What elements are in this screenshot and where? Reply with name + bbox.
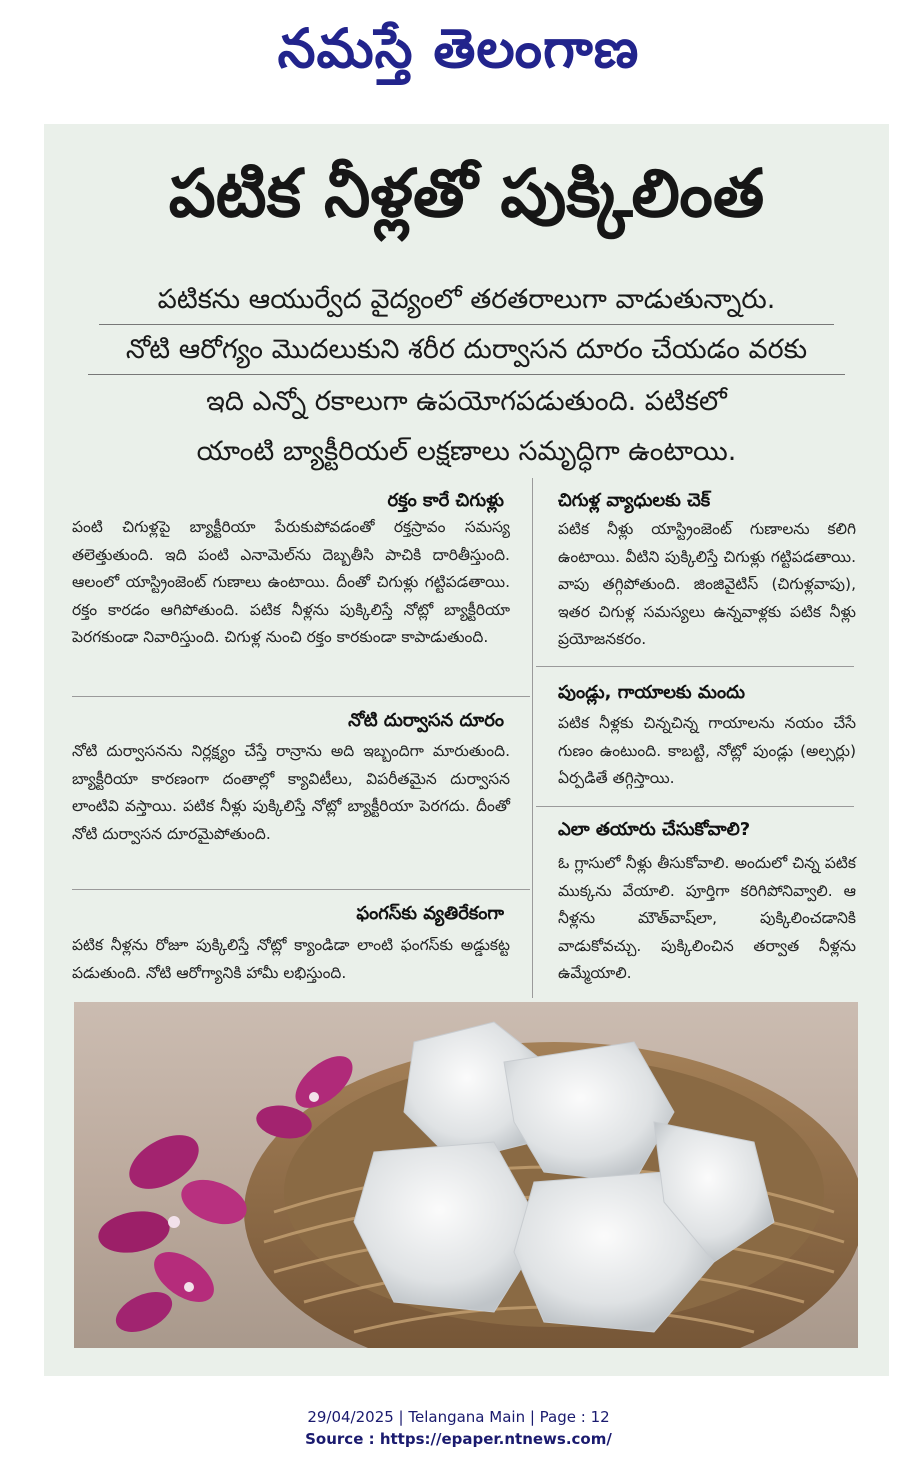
section-title-anti-fungal: ఫంగస్‌కు వ్యతిరేకంగా (356, 903, 504, 924)
section-title-ulcers: పుండ్లు, గాయాలకు మందు (558, 682, 746, 703)
section-divider (72, 696, 530, 697)
section-body-how-to: ఓ గ్లాసులో నీళ్లు తీసుకోవాలి. అందులో చిన్న పటిక ముక్కను వేయాలి. పూర్తిగా కరిగిపోనివ్వాలి. ఆ నీళ్లను మౌత్‌వాష్‌లా, పుక్కిలించడానికి వాడుకోవచ్చు. పుక్కిలించిన తర్వాత నీళ్లను ఉమ్మేయాలి. (558, 854, 856, 982)
section-body-anti-fungal: పటిక నీళ్లను రోజూ పుక్కిలిస్తే నోట్లో క్యాండిడా లాంటి ఫంగస్‌కు అడ్డుకట్ట పడుతుంది. నోటి ఆరోగ్యానికి హామీ లభిస్తుంది. (72, 936, 510, 982)
section-body-gum-disease: పటిక నీళ్లు యాస్ట్రింజెంట్ గుణాలను కలిగి ఉంటాయి. వీటిని పుక్కిలిస్తే చిగుళ్లు గట్టిపడతాయి. వాపు తగ్గిపోతుంది. జింజివైటిస్ (చిగుళ్లవాపు), ఇతర చిగుళ్ల సమస్యలు ఉన్నవాళ్లకు పటిక నీళ్లు ప్రయోజనకరం. (558, 520, 856, 648)
section-body-bad-breath: నోటి దుర్వాసనను నిర్లక్ష్యం చేస్తే రాన్రాను అది ఇబ్బందిగా మారుతుంది. బ్యాక్టీరియా కారణంగా దంతాల్లో క్యావిటీలు, విపరీతమైన దుర్వాసన లాంటివి వస్తాయి. పటిక నీళ్లు పుక్కిలిస్తే నోట్లో బ్యాక్టీరియా పెరగదు. దీంతో నోటి దుర్వాసన దూరమైపోతుంది. (72, 742, 510, 843)
alum-basket-photo (74, 1002, 858, 1348)
deck-line-3: ఇది ఎన్నో రకాలుగా ఉపయోగపడుతుంది. పటికలో (206, 386, 727, 417)
section-title-how-to: ఎలా తయారు చేసుకోవాలి? (558, 819, 751, 840)
section-title-bleeding-gums: రక్తం కారే చిగుళ్లు (387, 490, 504, 511)
section-body-ulcers: పటిక నీళ్లకు చిన్నచిన్న గాయాలను నయం చేసే గుణం ఉంటుంది. కాబట్టి, నోట్లో పుండ్లు (అల్సర్లు) ఏర్పడితే తగ్గిస్తాయి. (558, 714, 856, 787)
section-divider (536, 666, 854, 667)
masthead-logo: నమస్తే తెలంగాణ (277, 16, 640, 80)
article-headline: పటిక నీళ్లతో పుక్కిలింత (168, 155, 765, 232)
section-divider (536, 806, 854, 807)
deck-line-1: పటికను ఆయుర్వేద వైద్యంలో తరతరాలుగా వాడుతున్నారు. (157, 284, 776, 315)
section-body-bleeding-gums: పంటి చిగుళ్లపై బ్యాక్టీరియా పేరుకుపోవడంతో రక్తస్రావం సమస్య తలెత్తుతుంది. ఇది పంటి ఎనామెల్‌ను దెబ్బతీసి పాచికి దారితీస్తుంది. ఆలంలో యాస్ట్రింజెంట్ గుణాలు ఉంటాయి. దీంతో చిగుళ్లు గట్టిపడతాయి. రక్తం కారడం ఆగిపోతుంది. పటిక నీళ్లను పుక్కిలిస్తే నోట్లో బ్యాక్టీరియా పెరగకుండా నివారిస్తుంది. చిగుళ్ల నుంచి రక్తం కారకుండా కాపాడుతుంది. (72, 518, 510, 646)
deck-divider (88, 374, 845, 375)
section-title-gum-disease: చిగుళ్ల వ్యాధులకు చెక్ (558, 490, 711, 511)
article-panel (44, 124, 889, 1376)
deck-line-2: నోటి ఆరోగ్యం మొదలుకుని శరీర దుర్వాసన దూరం చేయడం వరకు (125, 334, 808, 365)
footer-edition-info: 29/04/2025 | Telangana Main | Page : 12 (307, 1408, 610, 1426)
deck-line-4: యాంటి బ్యాక్టీరియల్ లక్షణాలు సమృద్ధిగా ఉంటాయి. (196, 436, 737, 467)
section-title-bad-breath: నోటి దుర్వాసన దూరం (348, 710, 504, 731)
section-divider (72, 889, 530, 890)
deck-divider (99, 324, 834, 325)
column-divider (532, 478, 533, 998)
footer-source: Source : https://epaper.ntnews.com/ (305, 1430, 612, 1448)
